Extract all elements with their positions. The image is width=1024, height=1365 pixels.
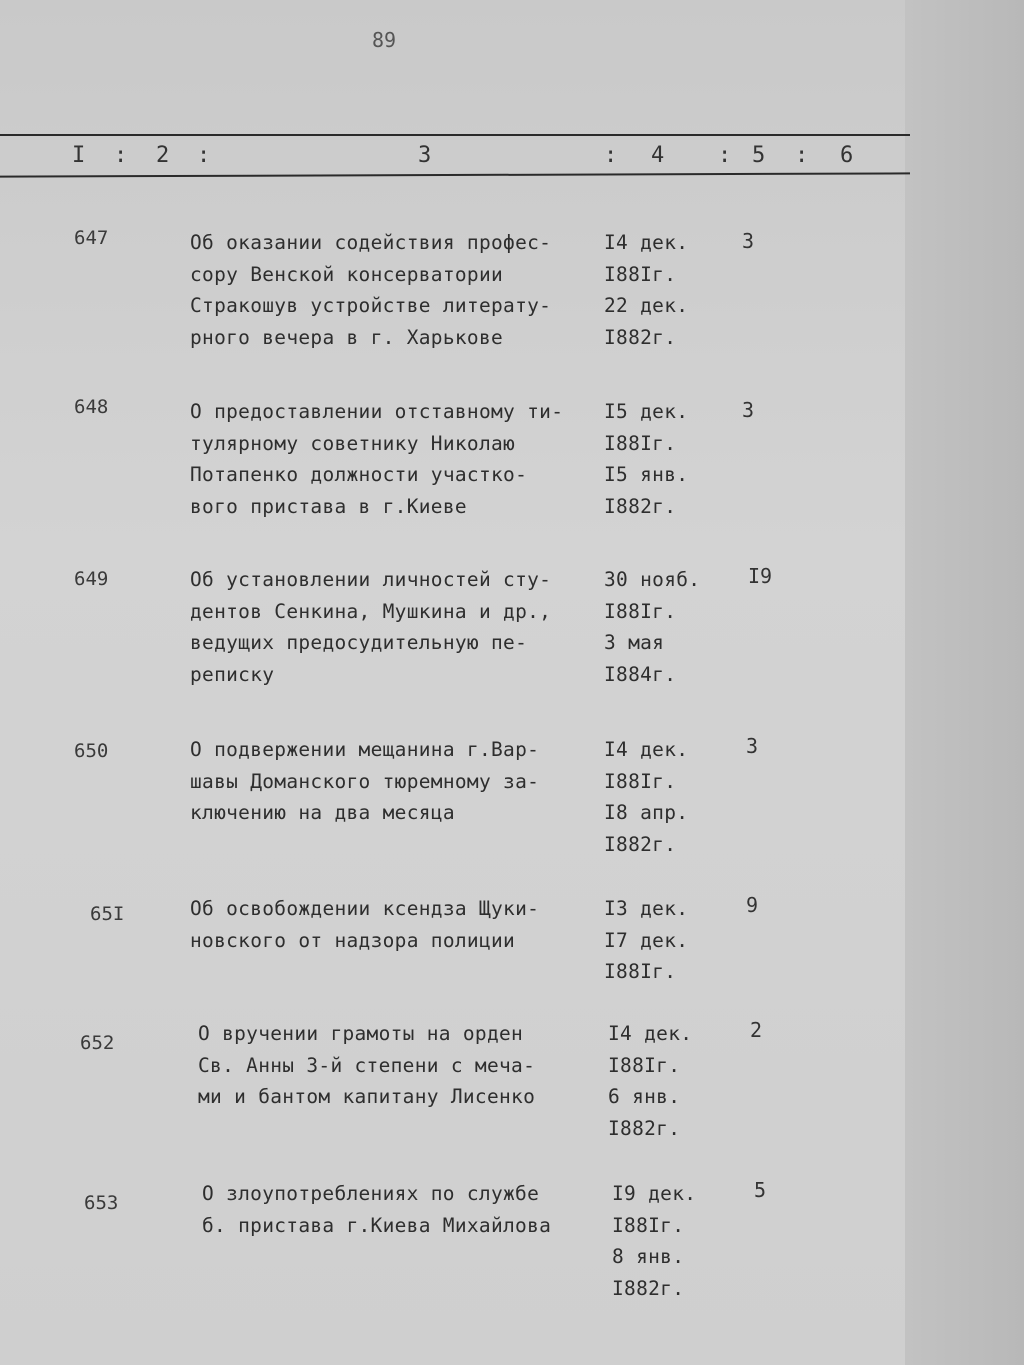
date-line: I4 дек. [608, 1022, 693, 1045]
title-line: б. пристава г.Киева Михайлова [202, 1213, 552, 1237]
title-line: Потапенко должности участко- [190, 463, 528, 486]
date-line: I88Iг. [604, 599, 677, 623]
record-number: 65I [90, 903, 125, 925]
date-line: I4 дек. [604, 231, 689, 254]
date-line: 3 мая [604, 631, 665, 654]
date-line: I5 дек. [604, 400, 689, 423]
title-line: ведущих предосудительную пе- [190, 631, 528, 654]
date-line: I882г. [608, 1116, 681, 1140]
title-line: сору Венской консерватории [190, 262, 504, 286]
date-line: 8 янв. [612, 1245, 685, 1268]
date-line: I88Iг. [604, 262, 677, 286]
page-edge-shadow [905, 0, 1024, 1365]
record-dates [608, 1018, 692, 1144]
date-line: I884г. [604, 662, 677, 686]
title-line: вого пристава в г.Киеве [190, 494, 467, 518]
date-line: I88Iг. [612, 1213, 685, 1237]
title-line: О предоставлении отставному ти- [190, 400, 564, 423]
title-line: Об освобождении ксендза Щуки- [190, 897, 540, 920]
record-sheets: 2 [750, 1018, 763, 1042]
record-title [190, 396, 610, 522]
column-header-6: 6 [840, 143, 854, 168]
record-sheets: 5 [754, 1178, 767, 1202]
record-dates [612, 1178, 696, 1304]
record-number: 652 [80, 1032, 115, 1054]
page-number: 89 [372, 28, 397, 52]
record-dates [604, 734, 688, 860]
record-dates [604, 227, 688, 353]
column-separator: : [718, 143, 732, 168]
header-rule-bottom [0, 172, 910, 177]
column-header-1: I [72, 143, 86, 168]
record-title [198, 1018, 618, 1113]
title-line: О злоупотреблениях по службе [202, 1182, 540, 1205]
record-title [190, 564, 610, 690]
date-line: I88Iг. [608, 1053, 681, 1077]
column-header-3: 3 [418, 143, 432, 168]
record-sheets: I9 [748, 564, 773, 588]
date-line: 6 янв. [608, 1085, 681, 1108]
record-sheets: 3 [742, 398, 755, 422]
record-title [190, 734, 610, 829]
title-line: Об установлении личностей сту- [190, 568, 552, 591]
title-line: тулярному советнику Николаю [190, 431, 516, 455]
record-sheets: 9 [746, 893, 759, 917]
title-line: новского от надзора полиции [190, 928, 516, 952]
title-line: ми и бантом капитану Лисенко [198, 1085, 536, 1108]
title-line: О подвержении мещанина г.Вар- [190, 738, 540, 761]
title-line: шавы Доманского тюремному за- [190, 769, 540, 793]
column-separator: : [197, 143, 211, 168]
date-line: I4 дек. [604, 738, 689, 761]
date-line: I882г. [612, 1276, 685, 1300]
record-number: 653 [84, 1192, 119, 1214]
date-line: I882г. [604, 325, 677, 349]
record-title [190, 893, 610, 956]
date-line: I7 дек. [604, 928, 689, 952]
record-dates [604, 396, 688, 522]
record-sheets: 3 [742, 229, 755, 253]
date-line: I882г. [604, 832, 677, 856]
title-line: реписку [190, 662, 275, 686]
column-header-2: 2 [156, 143, 170, 168]
date-line: I88Iг. [604, 960, 677, 983]
date-line: 30 нояб. [604, 568, 701, 591]
header-rule-top [0, 134, 910, 136]
date-line: I9 дек. [612, 1182, 697, 1205]
column-separator: : [114, 143, 128, 168]
column-header-4: 4 [651, 143, 665, 168]
column-separator: : [604, 143, 618, 168]
record-number: 649 [74, 568, 109, 590]
record-number: 648 [74, 396, 109, 418]
date-line: I882г. [604, 494, 677, 518]
column-header-5: 5 [752, 143, 766, 168]
record-number: 647 [74, 227, 109, 249]
record-dates [604, 564, 700, 690]
title-line: дентов Сенкина, Мушкина и др., [190, 599, 552, 623]
record-title [202, 1178, 622, 1241]
title-line: Стракошув устройстве литерату- [190, 294, 552, 317]
date-line: 22 дек. [604, 294, 689, 317]
date-line: I5 янв. [604, 463, 689, 486]
date-line: I8 апр. [604, 801, 689, 824]
record-number: 650 [74, 740, 109, 762]
column-separator: : [795, 143, 809, 168]
record-dates [604, 893, 688, 988]
title-line: Об оказании содействия профес- [190, 231, 552, 254]
title-line: Св. Анны 3-й степени с меча- [198, 1053, 536, 1077]
date-line: I3 дек. [604, 897, 689, 920]
title-line: О вручении грамоты на орден [198, 1022, 524, 1045]
date-line: I88Iг. [604, 431, 677, 455]
record-sheets: 3 [746, 734, 759, 758]
title-line: рного вечера в г. Харькове [190, 325, 504, 349]
title-line: ключению на два месяца [190, 801, 455, 824]
date-line: I88Iг. [604, 769, 677, 793]
record-title [190, 227, 610, 353]
